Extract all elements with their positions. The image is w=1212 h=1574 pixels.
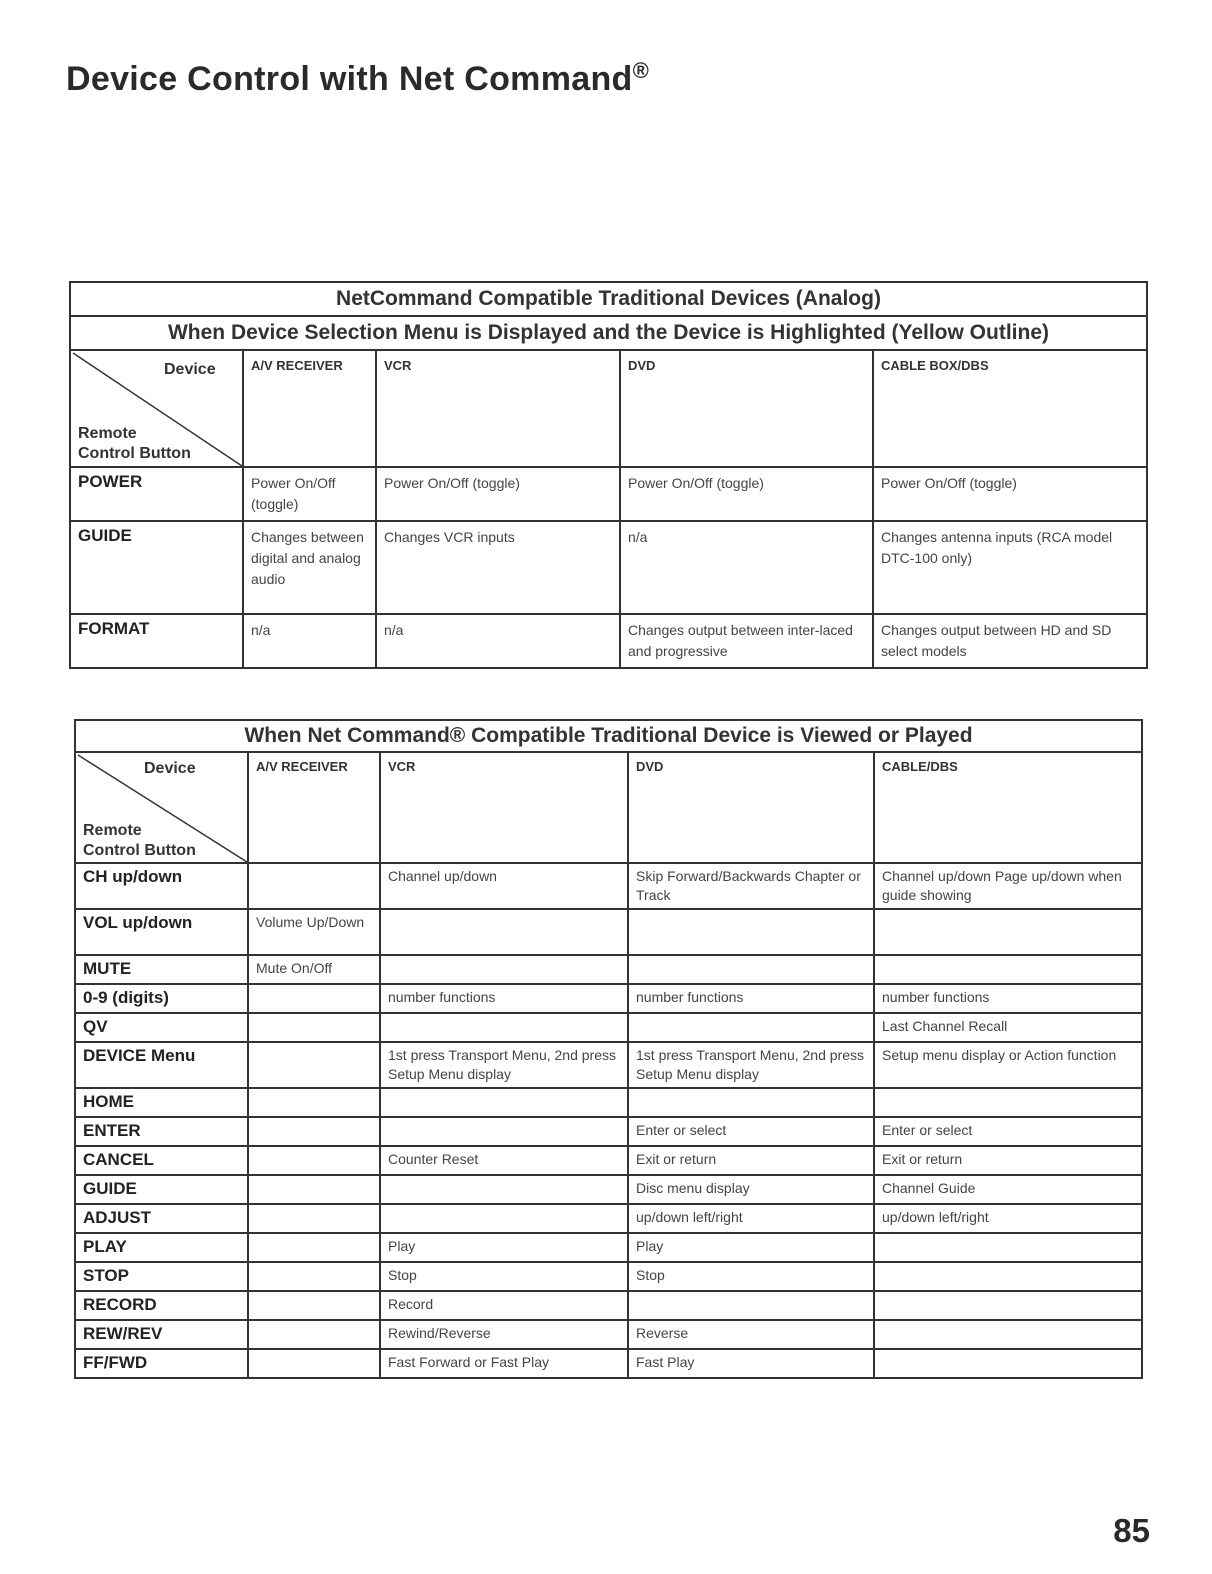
- table-cell: [874, 1320, 1142, 1349]
- table-cell: [248, 1088, 380, 1117]
- table-row: [75, 1117, 1142, 1146]
- table-row: [75, 909, 1142, 955]
- table-cell: [248, 1175, 380, 1204]
- table-cell: [380, 1175, 628, 1204]
- table-cell: Record: [380, 1291, 628, 1320]
- table-row: [75, 1262, 1142, 1291]
- table-cell: Counter Reset: [380, 1146, 628, 1175]
- row-button-label: HOME: [75, 1088, 248, 1117]
- table-cell: Reverse: [628, 1320, 874, 1349]
- table-cell: n/a: [620, 521, 873, 614]
- row-button-label: STOP: [75, 1262, 248, 1291]
- table-cell: Channel up/down: [380, 863, 628, 909]
- table-row: [75, 863, 1142, 909]
- table-row: [75, 1291, 1142, 1320]
- row-button-label: GUIDE: [75, 1175, 248, 1204]
- table-cell: Changes VCR inputs: [376, 521, 620, 614]
- table-cell: [380, 1204, 628, 1233]
- table-cell: [874, 1088, 1142, 1117]
- table-cell: [248, 863, 380, 909]
- row-button-label: POWER: [70, 467, 243, 521]
- corner-header: [70, 350, 243, 467]
- table-cell: Power On/Off (toggle): [873, 467, 1147, 521]
- table-title: When Net Command® Compatible Traditional Device is Viewed or Played: [75, 720, 1142, 752]
- table-cell: Changes output between HD and SD select models: [873, 614, 1147, 668]
- table-cell: Power On/Off (toggle): [243, 467, 376, 521]
- table-cell: Channel Guide: [874, 1175, 1142, 1204]
- table-cell: [874, 909, 1142, 955]
- table-cell: [874, 1233, 1142, 1262]
- table-cell: number functions: [874, 984, 1142, 1013]
- table-cell: [248, 1262, 380, 1291]
- corner-remote-label: Remote: [78, 425, 137, 442]
- table-cell: Fast Forward or Fast Play: [380, 1349, 628, 1378]
- table-cell: [874, 1291, 1142, 1320]
- row-button-label: FORMAT: [70, 614, 243, 668]
- table-cell: Stop: [628, 1262, 874, 1291]
- table-row: [75, 1042, 1142, 1088]
- row-button-label: FF/FWD: [75, 1349, 248, 1378]
- row-button-label: CANCEL: [75, 1146, 248, 1175]
- row-button-label: ENTER: [75, 1117, 248, 1146]
- table-cell: number functions: [380, 984, 628, 1013]
- table-row: [75, 1146, 1142, 1175]
- table-cell: Changes antenna inputs (RCA model DTC-100 only): [873, 521, 1147, 614]
- table-cell: Play: [380, 1233, 628, 1262]
- table-row: [75, 1204, 1142, 1233]
- table-row: [75, 1175, 1142, 1204]
- table-cell: [380, 1117, 628, 1146]
- table-cell: [248, 1349, 380, 1378]
- table-row: [70, 467, 1147, 521]
- table-cell: [248, 1320, 380, 1349]
- table-cell: [248, 1117, 380, 1146]
- row-button-label: QV: [75, 1013, 248, 1042]
- table-row: [75, 1233, 1142, 1262]
- corner-header: [75, 752, 248, 863]
- column-header: DVD: [620, 350, 873, 467]
- table-row: [75, 955, 1142, 984]
- table-cell: 1st press Transport Menu, 2nd press Setup Menu display: [628, 1042, 874, 1088]
- row-button-label: RECORD: [75, 1291, 248, 1320]
- table-cell: Setup menu display or Action function: [874, 1042, 1142, 1088]
- table-cell: Changes between digital and analog audio: [243, 521, 376, 614]
- column-header: A/V RECEIVER: [243, 350, 376, 467]
- column-header: A/V RECEIVER: [248, 752, 380, 863]
- table-row: [75, 1349, 1142, 1378]
- table-row: [75, 1320, 1142, 1349]
- table-cell: [248, 1291, 380, 1320]
- table-cell: Exit or return: [628, 1146, 874, 1175]
- table-cell: [248, 1146, 380, 1175]
- column-header: DVD: [628, 752, 874, 863]
- table-cell: n/a: [376, 614, 620, 668]
- column-header: CABLE/DBS: [874, 752, 1142, 863]
- row-button-label: ADJUST: [75, 1204, 248, 1233]
- corner-remote-label: Remote: [83, 822, 142, 839]
- column-header: VCR: [380, 752, 628, 863]
- table-cell: up/down left/right: [874, 1204, 1142, 1233]
- row-button-label: VOL up/down: [75, 909, 248, 955]
- table-row: [75, 1013, 1142, 1042]
- table-cell: Channel up/down Page up/down when guide showing: [874, 863, 1142, 909]
- table-cell: Fast Play: [628, 1349, 874, 1378]
- analog-devices-selection-table: [69, 281, 1148, 669]
- table-cell: Volume Up/Down: [248, 909, 380, 955]
- table-cell: Power On/Off (toggle): [376, 467, 620, 521]
- table-cell: [380, 1013, 628, 1042]
- table-cell: [874, 1349, 1142, 1378]
- table-cell: [628, 1088, 874, 1117]
- table-title: NetCommand Compatible Traditional Devices (Analog): [70, 282, 1147, 316]
- row-button-label: DEVICE Menu: [75, 1042, 248, 1088]
- table-cell: [248, 1204, 380, 1233]
- row-button-label: 0-9 (digits): [75, 984, 248, 1013]
- table-cell: Last Channel Recall: [874, 1013, 1142, 1042]
- column-header: VCR: [376, 350, 620, 467]
- table-cell: [380, 955, 628, 984]
- table-subtitle: When Device Selection Menu is Displayed and the Device is Highlighted (Yellow Outline): [70, 316, 1147, 350]
- corner-button-label: Control Button: [83, 842, 196, 859]
- column-header: CABLE BOX/DBS: [873, 350, 1147, 467]
- table-cell: Skip Forward/Backwards Chapter or Track: [628, 863, 874, 909]
- page-number: 85: [1113, 1512, 1150, 1549]
- table-cell: [628, 909, 874, 955]
- table-cell: n/a: [243, 614, 376, 668]
- table-cell: Disc menu display: [628, 1175, 874, 1204]
- corner-button-label: Control Button: [78, 445, 191, 462]
- table-cell: Power On/Off (toggle): [620, 467, 873, 521]
- table-row: [75, 984, 1142, 1013]
- row-button-label: REW/REV: [75, 1320, 248, 1349]
- table-cell: number functions: [628, 984, 874, 1013]
- table-cell: [380, 909, 628, 955]
- table-cell: [248, 1042, 380, 1088]
- table-row: [70, 521, 1147, 614]
- table-cell: Play: [628, 1233, 874, 1262]
- table-cell: [248, 984, 380, 1013]
- table-cell: [248, 1013, 380, 1042]
- row-button-label: CH up/down: [75, 863, 248, 909]
- table-cell: Rewind/Reverse: [380, 1320, 628, 1349]
- table-cell: [628, 1291, 874, 1320]
- table-cell: Enter or select: [874, 1117, 1142, 1146]
- table-cell: Stop: [380, 1262, 628, 1291]
- row-button-label: GUIDE: [70, 521, 243, 614]
- table-cell: 1st press Transport Menu, 2nd press Setup Menu display: [380, 1042, 628, 1088]
- viewed-or-played-table: [74, 719, 1143, 1379]
- table-row: [70, 614, 1147, 668]
- table-cell: up/down left/right: [628, 1204, 874, 1233]
- table-cell: Enter or select: [628, 1117, 874, 1146]
- table-cell: Exit or return: [874, 1146, 1142, 1175]
- table-cell: [874, 955, 1142, 984]
- row-button-label: PLAY: [75, 1233, 248, 1262]
- table-cell: [380, 1088, 628, 1117]
- table-cell: [628, 955, 874, 984]
- table-cell: [628, 1013, 874, 1042]
- registered-mark: ®: [632, 58, 650, 83]
- table-row: [75, 1088, 1142, 1117]
- row-button-label: MUTE: [75, 955, 248, 984]
- table-cell: [874, 1262, 1142, 1291]
- corner-device-label: Device: [144, 760, 196, 777]
- page-title: Device Control with Net Command®: [66, 58, 650, 98]
- table-cell: Changes output between inter-laced and progressive: [620, 614, 873, 668]
- corner-device-label: Device: [164, 361, 216, 378]
- table-cell: [248, 1233, 380, 1262]
- table-cell: Mute On/Off: [248, 955, 380, 984]
